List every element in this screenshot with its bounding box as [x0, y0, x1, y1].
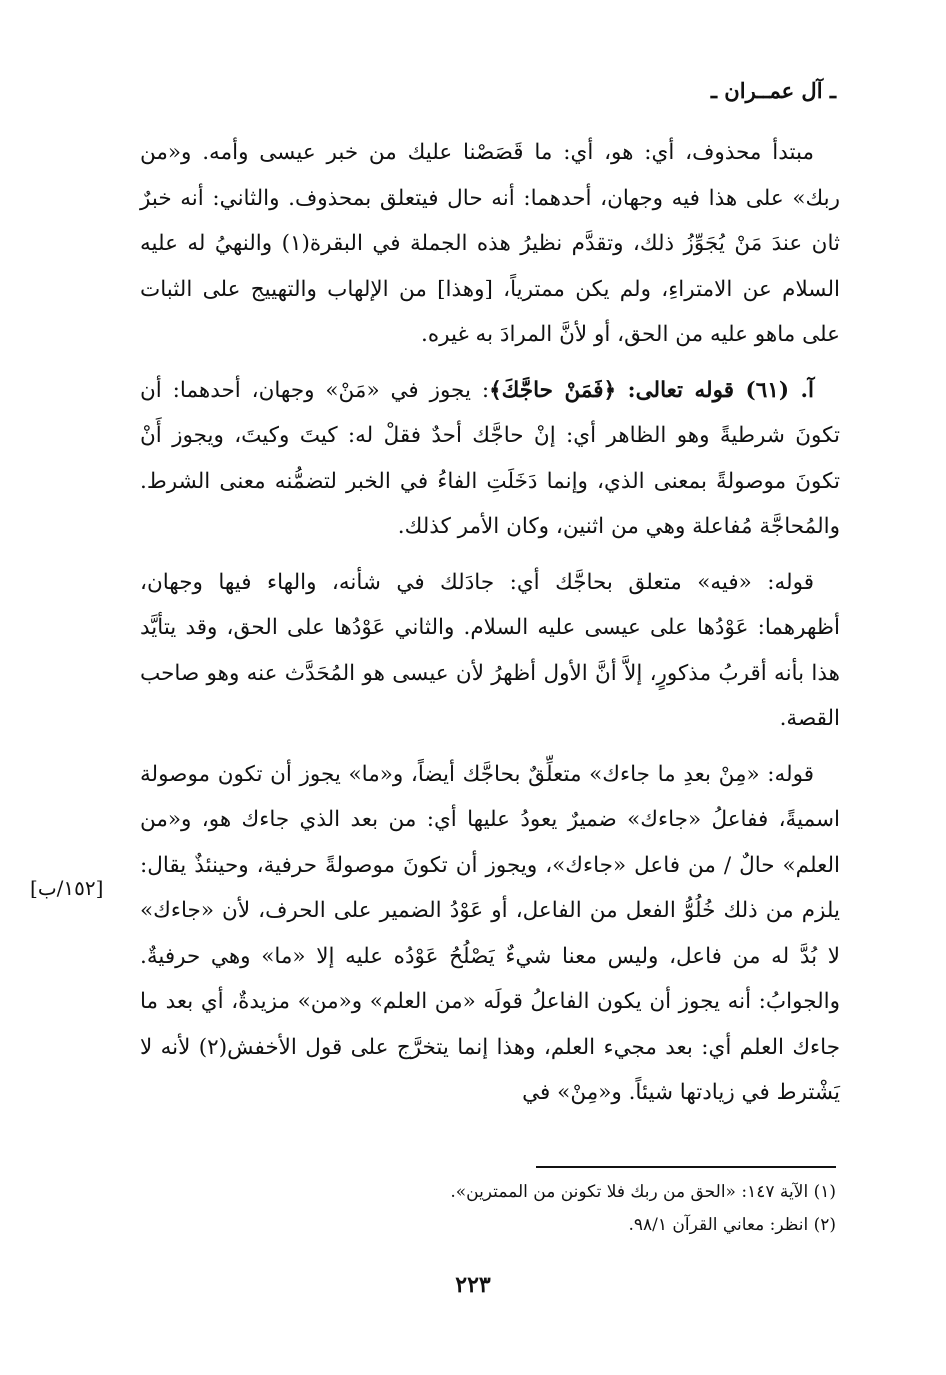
footnote-1: (١) الآية ١٤٧: «الحق من ربك فلا تكونن من الممترين». — [450, 1182, 836, 1202]
paragraph-3: قوله: «فيه» متعلق بحاجَّك أي: جادَلك في شأنه، والهاء فيها وجهان، أظهرهما: عَوْدُها على عيسى عليه السلام. والثاني عَوْدُها على الحق، وقد يتأيَّد هذا بأنه أقربُ مذكورٍ، إلاَّ أنَّ الأول أظهرُ لأن عيسى هو المُحَدَّث عنه وهو صاحب القصة. — [140, 569, 840, 731]
main-text — [140, 130, 840, 1126]
paragraph-2-text: : يجوز في «مَنْ» وجهان، أحدهما: أن تكونَ شرطيةً وهو الظاهر أي: إنْ حاجَّك أحدٌ فقلْ له: كيتَ وكيتَ، ويجوز أَنْ تكونَ موصولةً بمعنى الذي، وإنما دَخَلَتِ الفاءُ في الخبر لتضمُّنه معنى الشرط. والمُحاجَّة مُفاعلة وهي من اثنين، وكان الأمر كذلك. — [140, 377, 840, 539]
manuscript-folio-note: [١٥٢/ب] — [30, 876, 104, 900]
paragraph-1: مبتدأ محذوف، أي: هو، أي: ما قَصَصْنا عليك من خبر عيسى وأمه. و«من ربك» على هذا فيه وجهان، أحدهما: أنه حال فيتعلق بمحذوف. والثاني: أنه خبرٌ ثان عندَ مَنْ يُجَوِّزُ ذلك، وتقدَّم نظيرُ هذه الجملة في البقرة(١) والنهيُ له عليه السلام عن الامتراءِ، ولم يكن ممترياً، [وهذا] من الإلهاب والتهييج على الثبات على ماهو عليه من الحق، أو لأنَّ المرادَ به غيره. — [140, 140, 841, 347]
paragraph-2 — [140, 368, 840, 550]
footnote-2: (٢) انظر: معاني القرآن ٩٨/١. — [628, 1215, 836, 1235]
verse-reference: آ. (٦١) قوله تعالى: ﴿فَمَنْ حاجَّكَ﴾ — [489, 377, 814, 403]
page-number: ٢٢٣ — [455, 1272, 491, 1298]
running-header: ـ آل عمــران ـ — [710, 78, 836, 103]
footnote-divider — [536, 1166, 836, 1168]
footnotes — [236, 1176, 836, 1242]
paragraph-4: قوله: «مِنْ بعدِ ما جاءك» متعلِّقٌ بحاجَّك أيضاً، و«ما» يجوز أن تكون موصولة اسميةً، ففاعلُ «جاءك» ضميرٌ يعودُ عليها أي: من بعد الذي جاءك هو، و«من العلم» حالٌ / من فاعل «جاءك»، ويجوز أن تكونَ موصولةً حرفية، وحينئذٌ يقال: يلزم من ذلك خُلُوُّ الفعل من الفاعل، أو عَوْدُ الضمير على الحرف، لأن «جاءك» لا بُدَّ له من فاعل، وليس معنا شيءٌ يَصْلُحُ عَوْدُه عليه إلا «ما» وهي حرفيةٌ. والجوابُ: أنه يجوز أن يكون الفاعلُ قولَه «من العلم» و«من» مزيدةٌ، أي بعد ما جاءك العلم أي: بعد مجيء العلم، وهذا إنما يتخرَّج على قول الأخفش(٢) لأنه لا يَشْترط في زيادتها شيئاً. و«مِنْ» في — [140, 761, 840, 1105]
